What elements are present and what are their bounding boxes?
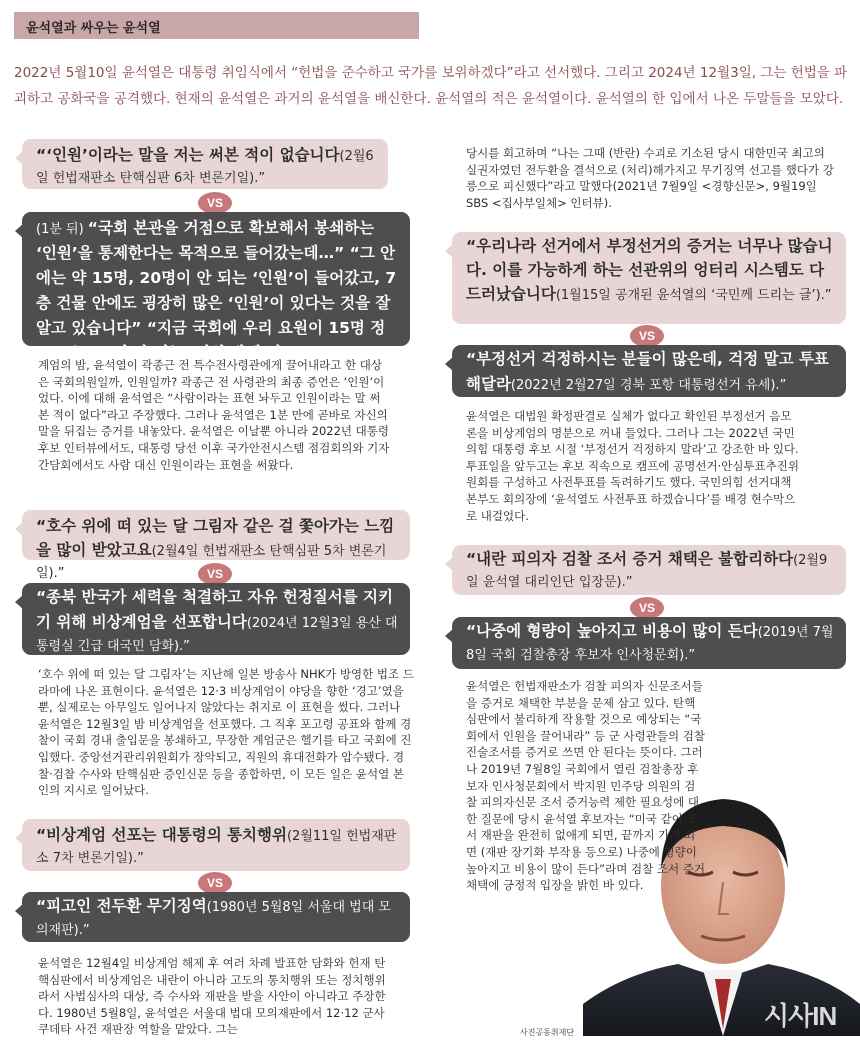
quote-source: (2월11일 헌법재판소 7차 변론기일).” xyxy=(36,829,397,866)
page-title: 윤석열과 싸우는 윤석열 xyxy=(26,21,161,36)
quote-text: “종북 반국가 세력을 척결하고 자유 헌정질서를 지키기 위해 비상계엄을 선포합니다 xyxy=(36,588,393,631)
quote-bubble xyxy=(22,139,388,189)
quote-text: “우리나라 선거에서 부정선거의 증거는 너무나 많습니다. 이를 가능하게 하는 선관위의 엉터리 시스템도 다 드러났습니다 xyxy=(466,237,833,303)
quote-text: “국회 본관을 거점으로 확보해서 봉쇄하는 ‘인원’을 통제한다는 목적으로 들어갔는데…” “그 안에는 약 15명, 20명이 안 되는 ‘인원’이 들어갔고, 7층 건물 안에도 굉장히 많은 ‘인원’이 있다는 것을 잘 알고 있습니다” “지금 국회에 우리 요원이 15명 정도 또는 20명 안 되는 ‘인원’밖에 없고…”. xyxy=(36,219,397,362)
quote-text: “부정선거 걱정하시는 분들이 많은데, 걱정 말고 투표해달라 xyxy=(466,350,829,393)
quote-bubble xyxy=(22,892,410,942)
quote-source: (2022년 2월27일 경북 포항 대통령선거 유세).” xyxy=(510,378,787,393)
vs-badge: VS xyxy=(198,563,232,585)
quote-source: (2024년 12월3일 용산 대통령실 긴급 대국민 담화).” xyxy=(36,616,398,654)
quote-text: “나중에 형량이 높아지고 비용이 많이 든다 xyxy=(466,622,758,640)
quote-text: “‘인원’이라는 말을 저는 써본 적이 없습니다 xyxy=(36,146,340,164)
quote-text: “내란 피의자 검찰 조서 증거 채택은 불합리하다 xyxy=(466,550,794,568)
quote-source: (2019년 7월8일 국회 검찰총장 후보자 인사청문회).” xyxy=(466,625,834,663)
body-text: 계엄의 밤, 윤석열이 곽종근 전 특수전사령관에게 끌어내라고 한 대상은 국회의원일까, 인원일까? 곽종근 전 사령관의 최종 증언은 ‘인원’이었다. 이에 대해 윤석열은 “사람이라는 표현 놔두고 인원이라는 말 써본 적이 없다”라고 주장했다. 그러나 윤석열은 1분 만에 곧바로 자신의 말을 뒤집는 증거를 내놓았다. 윤석열은 이날뿐 아니라 2022년 대통령 후보 인터뷰에서도, 대통령 당선 이후 국가안전시스템 점검회의와 기자간담회에서도 사람 대신 인원이라는 표현을 써왔다. xyxy=(38,358,390,472)
quote-bubble xyxy=(22,583,410,655)
photo-credit: 사진공동취재단 xyxy=(520,1028,575,1037)
body-text: 윤석열은 대법원 확정판결로 실체가 없다고 확인된 부정선거 음모론을 비상계엄의 명분으로 꺼내 들었다. 그러나 그는 2022년 국민의힘 대통령 후보 시절 ‘부정선거 걱정하지 말라’고 강조한 바 있다. 투표일을 앞두고는 후보 직속으로 캠프에 공명선거·안심투표추진위원회를 구성하고 사전투표를 독려하기도 했다. 국민의힘 선거대책본부도 회의장에 ‘윤석열도 사전투표 하겠습니다’를 배경 현수막으로 내걸었다. xyxy=(466,409,799,523)
body-text: ‘호수 위에 떠 있는 달 그림자’는 지난해 일본 방송사 NHK가 방영한 법조 드라마에 나온 표현이다. 윤석열은 12·3 비상계엄이 야당을 향한 ‘경고’였을 뿐, 실제로는 아무일도 일어나지 않았다는 취지로 이 표현을 썼다. 그러나 윤석열은 12월3일 밤 비상계엄을 선포했다. 그 직후 포고령 공표와 함께 경찰이 국회 경내 출입문을 봉쇄하고, 무장한 계엄군은 헬기를 타고 국회에 진입했다. 중앙선거관리위원회가 장악되고, 직원의 휴대전화가 압수됐다. 경찰·검찰 수사와 탄핵심판 증인신문 등을 종합하면, 이 모든 일은 윤석열 본인의 지시로 일어났다. xyxy=(38,667,414,798)
quote-source: (1980년 5월8일 서울대 법대 모의재판).” xyxy=(36,900,391,938)
quote-source: (2월6일 헌법재판소 탄핵심판 6차 변론기일).” xyxy=(36,149,374,186)
vs-badge: VS xyxy=(198,192,232,214)
quote-bubble xyxy=(22,819,410,871)
publisher-logo: 시사IN xyxy=(764,1001,837,1031)
quote-text: “비상계엄 선포는 대통령의 통치행위 xyxy=(36,826,287,844)
intro-text: 2022년 5월10일 윤석열은 대통령 취임식에서 “헌법을 준수하고 국가를 보위하겠다”라고 선서했다. 그리고 2024년 12월3일, 그는 헌법을 파괴하고 공화국을 공격했다. 현재의 윤석열은 과거의 윤석열을 배신한다. 윤석열의 적은 윤석열이다. 윤석열의 한 입에서 나온 두말들을 모았다. xyxy=(14,65,848,107)
quote-source: (2월9일 윤석열 대리인단 입장문).” xyxy=(466,553,828,590)
vs-badge: VS xyxy=(630,597,664,619)
quote-bubble xyxy=(452,545,846,595)
quote-prefix: (1분 뒤) xyxy=(36,222,88,237)
header-bar xyxy=(14,12,419,39)
quote-bubble xyxy=(22,212,410,362)
quote-text: “피고인 전두환 무기징역 xyxy=(36,897,207,915)
quote-bubble xyxy=(452,617,846,669)
body-text: 윤석열은 12월4일 비상계엄 해제 후 여러 차례 발표한 담화와 헌재 탄핵심판에서 비상계엄은 내란이 아니라 고도의 통치행위 또는 정치행위라서 사법심사의 대상, 즉 수사와 재판을 받을 사안이 아니라고 주장한다. 1980년 5월8일, 윤석열은 서울대 법대 모의재판에서 12·12 군사쿠데타 사건 재판장 역할을 맡았다. 그는 xyxy=(38,956,386,1037)
body-text-continued: 당시를 회고하며 “나는 그때 (반란) 수괴로 기소된 당시 대한민국 최고의 실권자였던 전두환을 결석으로 (처리)해가지고 무기징역 선고를 했다가 강릉으로 피신했다”라고 말했다(2021년 7월9일 <경향신문>, 9월19일 SBS <집사부일체> 인터뷰). xyxy=(466,146,834,210)
body-text: 윤석열은 헌법재판소가 검찰 피의자 신문조서들을 증거로 채택한 부분을 문제 삼고 있다. 탄핵심판에서 불리하게 작용할 것으로 예상되는 “국회에서 인원을 끌어내라” 등 군 사령관들의 검찰 진술조서를 증거로 쓰면 안 된다는 뜻이다. 그러나 2019년 7월8일 국회에서 열린 검찰총장 후보자 인사청문회에서 박지원 민주당 의원의 검찰 피의자신문 조서 증거능력 제한 필요성에 대한 질문에 당시 윤석열 후보자는 “미국 같이 조서 재판을 완전히 없애게 되면, 끝까지 가게 되면 (재판 장기화 부작용 등으로) 나중에 형량이 높아지고 비용이 많이 든다”라며 검찰 조서 증거 채택에 긍정적 입장을 밝힌 바 있다. xyxy=(466,679,705,893)
quote-text: “호수 위에 떠 있는 달 그림자 같은 걸 쫓아가는 느낌을 많이 받았고요 xyxy=(36,517,395,559)
quote-source: (2월4일 헌법재판소 탄핵심판 5차 변론기일).” xyxy=(36,544,387,581)
quote-bubble xyxy=(452,232,846,324)
quote-source: (1월15일 공개된 윤석열의 ‘국민께 드리는 글’).” xyxy=(555,288,832,303)
vs-badge: VS xyxy=(198,872,232,894)
vs-badge: VS xyxy=(630,325,664,347)
quote-bubble xyxy=(452,345,846,397)
